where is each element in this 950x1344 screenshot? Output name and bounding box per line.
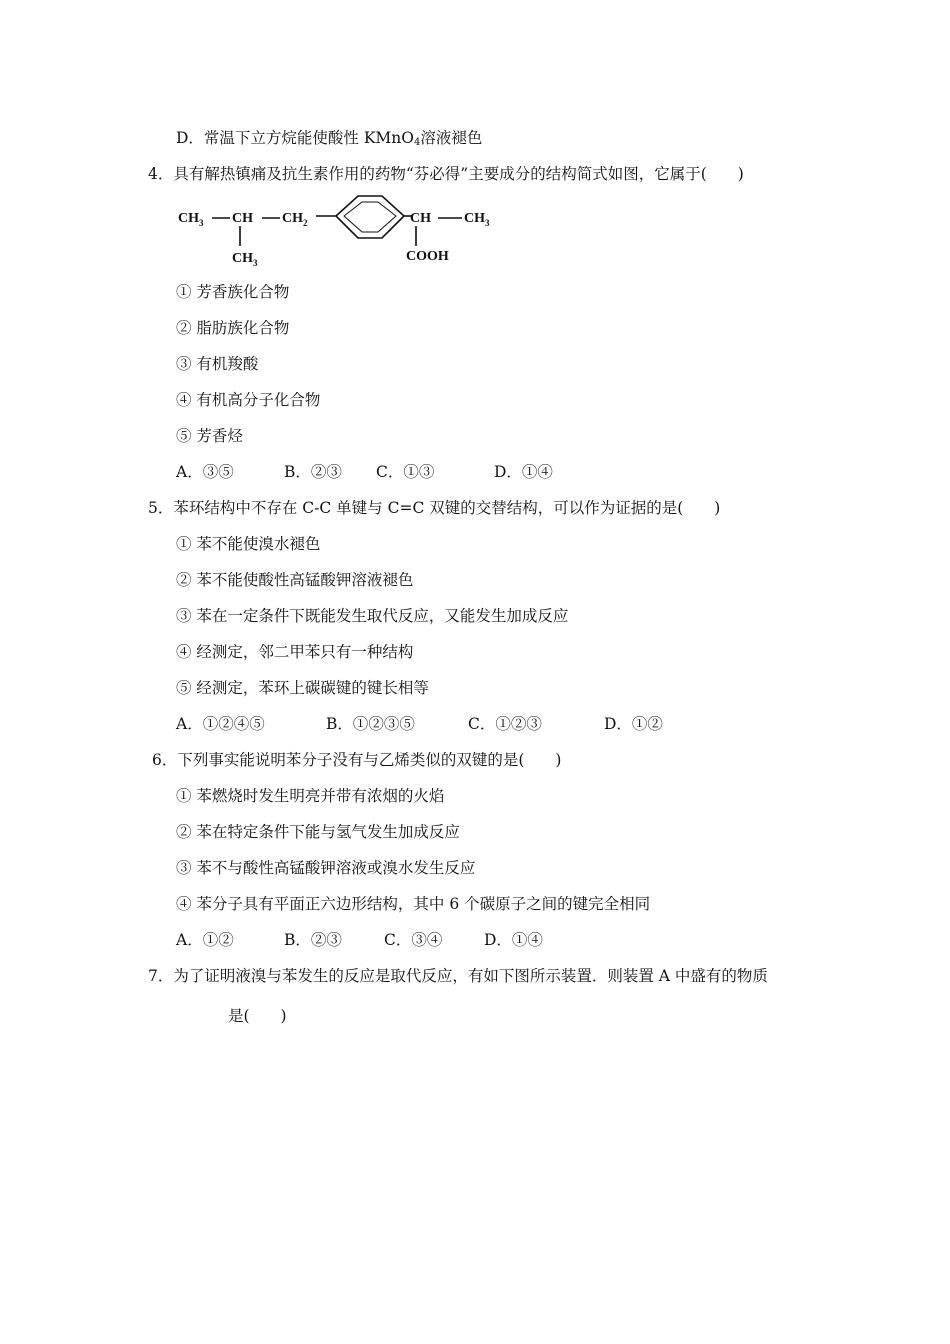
svg-text:CH3: $CH_3$ [178,211,204,228]
q5-option-a[interactable]: A．①②④⑤ [176,715,265,733]
q5-stem: 5．苯环结构中不存在 C-C 单键与 C=C 双键的交替结构，可以作为证据的是( ) [148,499,721,517]
q4-item-1: ① 芳香族化合物 [176,283,290,301]
q5-option-c[interactable]: C．①②③ [468,715,542,733]
q6-item-1: ① 苯燃烧时发生明亮并带有浓烟的火焰 [176,787,445,805]
q5-item-3: ③ 苯在一定条件下既能发生取代反应，又能发生加成反应 [176,607,569,625]
q4-item-3: ③ 有机羧酸 [176,355,259,373]
q7-stem-cont: 是( ) [228,1007,287,1025]
svg-text:CH3: $CH_3$ [232,251,258,268]
q4-option-b[interactable]: B．②③ [284,463,342,481]
q3-option-d: D．常温下立方烷能使酸性 KMnO$_4$溶液褪色 [176,129,483,148]
q6-item-3: ③ 苯不与酸性高锰酸钾溶液或溴水发生反应 [176,859,476,877]
q4-item-5: ⑤ 芳香烃 [176,427,243,445]
q4-option-a[interactable]: A．③⑤ [176,463,234,481]
q4-option-c[interactable]: C．①③ [376,463,435,481]
q5-options [176,714,663,734]
svg-text:COOH: COOH [406,249,449,264]
q4-item-2: ② 脂肪族化合物 [176,319,290,337]
q6-option-d[interactable]: D．①④ [484,931,543,949]
q4-options [176,462,553,482]
q6-options [176,930,543,950]
q5-option-b[interactable]: B．①②③⑤ [326,715,415,733]
q7-stem: 7．为了证明液溴与苯发生的反应是取代反应，有如下图所示装置．则装置 A 中盛有的物质 [148,967,768,985]
q4-item-4: ④ 有机高分子化合物 [176,391,321,409]
q5-item-2: ② 苯不能使酸性高锰酸钾溶液褪色 [176,571,414,589]
svg-text:CH3: $CH_3$ [464,211,490,228]
q6-option-b[interactable]: B．②③ [284,931,342,949]
svg-text:CH: CH [410,211,431,226]
q5-item-4: ④ 经测定，邻二甲苯只有一种结构 [176,643,414,661]
ibuprofen-structure [176,192,516,272]
q5-item-5: ⑤ 经测定，苯环上碳碳键的键长相等 [176,679,429,697]
q5-option-d[interactable]: D．①② [604,715,663,733]
svg-text:CH2: $CH_2$ [282,211,308,228]
q6-item-4: ④ 苯分子具有平面正六边形结构，其中 6 个碳原子之间的键完全相同 [176,895,651,913]
svg-text:CH: CH [232,211,253,226]
q6-option-a[interactable]: A．①② [176,931,234,949]
q6-item-2: ② 苯在特定条件下能与氢气发生加成反应 [176,823,460,841]
q6-stem: 6．下列事实能说明苯分子没有与乙烯类似的双键的是( ) [152,751,562,769]
q5-item-1: ① 苯不能使溴水褪色 [176,535,321,553]
q4-stem: 4．具有解热镇痛及抗生素作用的药物“芬必得”主要成分的结构简式如图，它属于( ) [148,165,744,183]
q6-option-c[interactable]: C．③④ [384,931,443,949]
q4-option-d[interactable]: D．①④ [494,463,553,481]
